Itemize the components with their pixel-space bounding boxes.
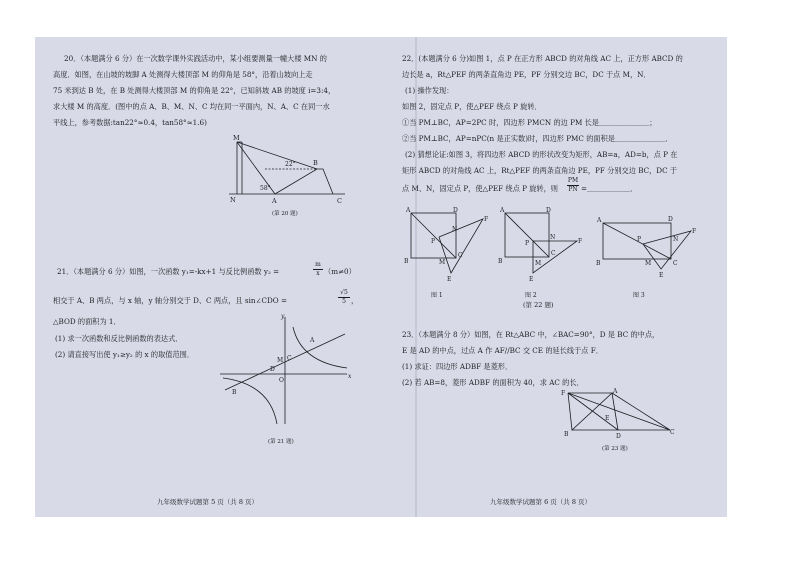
svg-text:P: P [637, 236, 642, 243]
svg-text:D: D [453, 207, 458, 214]
svg-text:E: E [447, 276, 452, 283]
hyperbola-branch-1 [293, 327, 347, 368]
fig1-caption: 图 1 [431, 292, 443, 299]
diagonal-ac [505, 213, 549, 257]
right-footer: 九年级数学试题第 6 页（共 8 页） [490, 498, 592, 506]
svg-text:N: N [452, 226, 458, 233]
svg-text:M: M [645, 260, 652, 267]
q20-line-3: 75 米到达 B 处，在 B 处测得大楼顶部 M 的仰角是 22°，已知斜坡 AB 的坡度 i=3:4， [53, 86, 336, 95]
q21-frac-num: m [313, 261, 323, 270]
q21-line-1a: 21．（本题满分 6 分）如图，一次函数 y₁=-kx+1 与反比例函数 y₂ = [57, 267, 280, 276]
label-angle-22: 22° [285, 161, 296, 168]
q22-line-1: 22．(本题满分 6 分)如图 1，点 P 在正方形 ABCD 的对角线 AC 上，正方形 ABCD 的 [402, 54, 683, 63]
q20-line-2: 高度．如图，在山坡的坡脚 A 处测得大楼顶部 M 的仰角是 58°，沿着山坡向上走 [53, 70, 313, 79]
label-C: C [337, 197, 342, 205]
q23-line-4: (2) 若 AB=8，菱形 ADBF 的面积为 40，求 AC 的长． [402, 378, 584, 387]
q22-line-2: 边长是 a，Rt△PEF 的两条直角边 PE，PF 分别交边 BC，DC 于点 M，N． [402, 70, 651, 79]
q23-line-2: E 是 AD 的中点，过点 A 作 AF//BC 交 CE 的延长线于点 F． [402, 346, 603, 355]
svg-text:B: B [404, 258, 409, 265]
svg-text:A: A [597, 217, 602, 224]
q22-figure-3 [595, 207, 705, 302]
segment-ad [612, 393, 618, 430]
q22-figure-1 [403, 207, 493, 302]
svg-text:E: E [605, 415, 610, 422]
label-D: D [270, 366, 275, 373]
svg-text:M: M [535, 260, 542, 267]
q22-line-9b: =＿＿＿＿＿＿． [581, 184, 638, 193]
diagonal-ac [411, 213, 456, 258]
svg-text:A: A [500, 207, 505, 214]
q20-figure [225, 132, 355, 247]
q21-line-2b: ， [351, 296, 359, 305]
q22-figure-2 [497, 207, 587, 302]
sight-line-b [237, 142, 317, 169]
svg-text:C: C [551, 250, 556, 257]
segment-fab [568, 393, 612, 430]
svg-text:P: P [525, 240, 530, 247]
exam-sheet [35, 37, 727, 517]
q22-line-3: (1) 操作发现： [405, 86, 454, 95]
q20-caption: (第 20 题) [272, 211, 298, 217]
svg-text:F: F [561, 390, 566, 397]
q22-frac-num: PM [567, 177, 579, 184]
q21-caption: (第 21 题) [268, 439, 294, 445]
q23-line-1: 23．（本题满分 8 分）如图，在 Rt△ABC 中，∠BAC=90°，D 是 BC 的中点， [402, 330, 660, 339]
q21-line-2a: 相交于 A、B 两点，与 x 轴，y 轴分别交于 D、C 两点，且 sin∠CDO = [53, 296, 287, 305]
svg-text:A: A [406, 207, 411, 214]
label-y: y [281, 313, 285, 320]
segment-fc [568, 393, 670, 430]
svg-text:D: D [546, 207, 551, 214]
svg-text:C: C [673, 260, 678, 267]
svg-text:D: D [668, 216, 673, 223]
label-x: x [348, 373, 352, 380]
segment-ac [612, 393, 670, 430]
segment-fd [568, 393, 618, 430]
q22-line-4: 如图 2，固定点 P，使△PEF 绕点 P 旋转． [402, 102, 542, 111]
svg-text:P: P [431, 238, 436, 245]
q21-sub-1: (1) 求一次函数和反比例函数的表达式． [55, 334, 183, 343]
svg-text:B: B [498, 258, 503, 265]
label-B: B [313, 159, 318, 167]
q22-caption: (第 22 题) [523, 301, 554, 309]
svg-text:C: C [670, 429, 675, 436]
label-C: C [287, 355, 292, 362]
q22-line-6: ②当 PM⊥BC，AP=nPC(n 是正实数)时，四边形 PMC 的面积是＿＿＿＿＿＿＿． [402, 134, 673, 143]
label-N: N [230, 196, 236, 204]
svg-text:N: N [550, 234, 556, 241]
q23-line-3: (1) 求证：四边形 ADBF 是菱形． [402, 362, 513, 371]
left-footer: 九年级数学试题第 5 页（共 8 页） [157, 498, 259, 506]
q20-line-1: 20．（本题满分 6 分）在一次数学课外实践活动中，某小组要测量一幢大楼 MN 的 [64, 54, 327, 63]
svg-text:B: B [596, 260, 601, 267]
q23-figure [560, 387, 675, 462]
svg-text:F: F [578, 238, 583, 245]
q21-line-1b: （m≠0） [324, 267, 356, 276]
svg-text:F: F [692, 228, 697, 235]
q20-line-5: 平线上，参考数据:tan22°≈0.4，tan58°≈1.6) [53, 118, 207, 127]
q22-line-9a: 点 M、N，固定点 P，使△PEF 绕点 P 旋转，则 [402, 184, 558, 193]
hyperbola-branch-2 [223, 378, 277, 424]
label-O: O [279, 377, 284, 384]
q22-frac-den: PN [568, 186, 578, 193]
svg-text:B: B [564, 431, 569, 438]
fig2-caption: 图 2 [525, 292, 537, 299]
q21-frac-den: x [316, 270, 320, 277]
label-M: M [277, 357, 284, 364]
q21-sub-2: (2) 请直接写出使 y₁≥y₂ 的 x 的取值范围． [55, 350, 195, 359]
svg-text:A: A [613, 388, 618, 395]
slope-outline [275, 169, 333, 194]
label-A: A [310, 337, 315, 344]
q20-line-4: 求大楼 M 的高度．(图中的点 A、B、M、N、C 均在同一平面内，N、A、C 在同一水 [53, 102, 330, 111]
q22-line-7: (2) 猜想论证:如图 3，将四边形 ABCD 的形状改变为矩形，AB=a，AD=b，点 P 在 [405, 150, 678, 159]
q21-sin-den: 5 [342, 298, 346, 305]
svg-text:M: M [439, 259, 446, 266]
svg-text:E: E [659, 272, 664, 279]
q21-line-3: △BOD 的面积为 1． [53, 317, 121, 326]
label-B: B [232, 389, 237, 396]
svg-text:N: N [673, 236, 679, 243]
svg-text:E: E [529, 276, 534, 283]
q22-line-8: 矩形 ABCD 的对角线 AC 上，Rt△PEF 的两条直角边 PE，PF 分别交边 BC，DC 于 [402, 166, 678, 175]
q22-line-5: ①当 PM⊥BC，AP=2PC 时，四边形 PMCN 的边 PM 长是＿＿＿＿＿＿＿； [402, 118, 657, 127]
label-angle-58: 58° [260, 185, 271, 192]
triangle-pef [439, 219, 483, 273]
svg-text:C: C [458, 252, 463, 259]
svg-text:F: F [484, 216, 489, 223]
fig3-caption: 图 3 [633, 292, 645, 299]
q21-figure [215, 312, 355, 447]
q23-caption: (第 23 题) [602, 446, 628, 452]
svg-text:D: D [616, 433, 621, 440]
label-A: A [272, 197, 277, 205]
label-M: M [233, 134, 240, 142]
q21-sin-num: √5 [338, 289, 350, 298]
